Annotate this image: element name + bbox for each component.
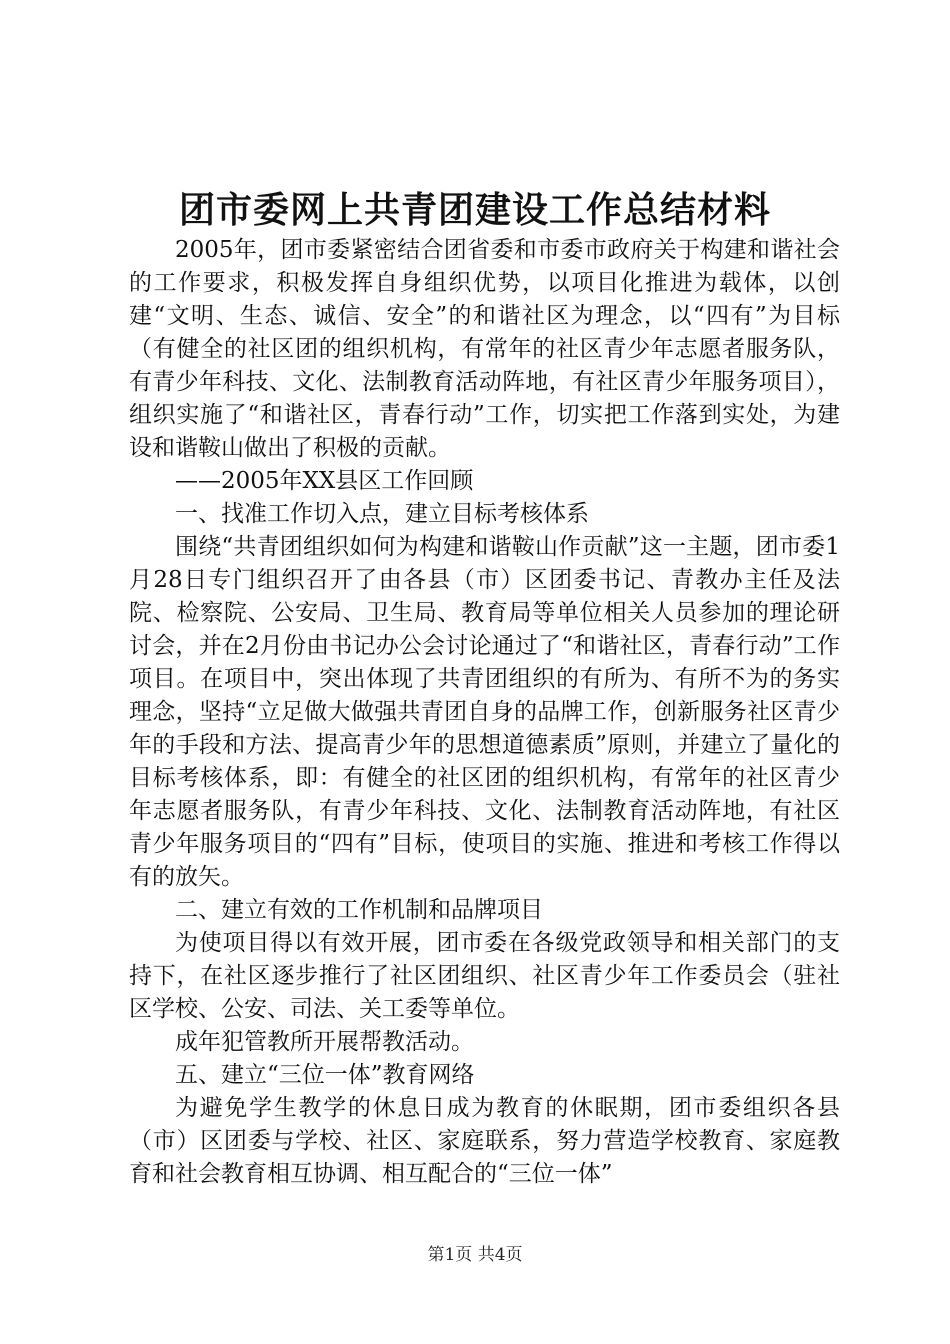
paragraph-fragment: 成年犯管教所开展帮教活动。: [175, 1029, 474, 1055]
section-heading-2: 二、建立有效的工作机制和品牌项目: [175, 897, 543, 923]
paragraph-section-1: 围绕“共青团组织如何为构建和谐鞍山作贡献”这一主题，团市委1月28日专门组织召开了由各县（市）区团委书记、青教办主任及法院、检察院、公安局、卫生局、教育局等单位相关人员参加的理论研讨会，并在2月份由书记办公会讨论通过了“和谐社区，青春行动”工作项目。在项目中，突出体现了共青团组织的有所为、有所不为的务实理念，坚持“立足做大做强共青团自身的品牌工作，创新服务社区青少年的手段和方法、提高青少年的思想道德素质”原则，并建立了量化的目标考核体系，即：有健全的社区团的组织机构，有常年的社区青少年志愿者服务队，有青少年科技、文化、法制教育活动阵地，有社区青少年服务项目的“四有”目标，使项目的实施、推进和考核工作得以有的放矢。: [129, 534, 840, 890]
document-body: [129, 234, 840, 1191]
paragraph-section-5: 为避免学生教学的休息日成为教育的休眠期，团市委组织各县（市）区团委与学校、社区、家庭联系，努力营造学校教育、家庭教育和社会教育相互协调、相互配合的“三位一体”: [129, 1095, 840, 1187]
page-title: 团市委网上共青团建设工作总结材料: [178, 189, 771, 231]
paragraph-section-2: 为使项目得以有效开展，团市委在各级党政领导和相关部门的支持下，在社区逐步推行了社区团组织、社区青少年工作委员会（驻社区学校、公安、司法、关工委等单位。: [129, 930, 840, 1022]
page-number-footer: 第1页 共4页: [427, 1245, 523, 1265]
section-heading-5: 五、建立“三位一体”教育网络: [175, 1062, 475, 1088]
paragraph-intro: 2005年，团市委紧密结合团省委和市委市政府关于构建和谐社会的工作要求，积极发挥自身组织优势，以项目化推进为载体，以创建“文明、生态、诚信、安全”的和谐社区为理念，以“四有”为目标（有健全的社区团的组织机构，有常年的社区青少年志愿者服务队，有青少年科技、文化、法制教育活动阵地，有社区青少年服务项目），组织实施了“和谐社区，青春行动”工作，切实把工作落到实处，为建设和谐鞍山做出了积极的贡献。: [129, 237, 840, 461]
section-heading-1: 一、找准工作切入点，建立目标考核体系: [175, 501, 589, 527]
paragraph-review-heading: ——2005年XX县区工作回顾: [175, 468, 474, 494]
